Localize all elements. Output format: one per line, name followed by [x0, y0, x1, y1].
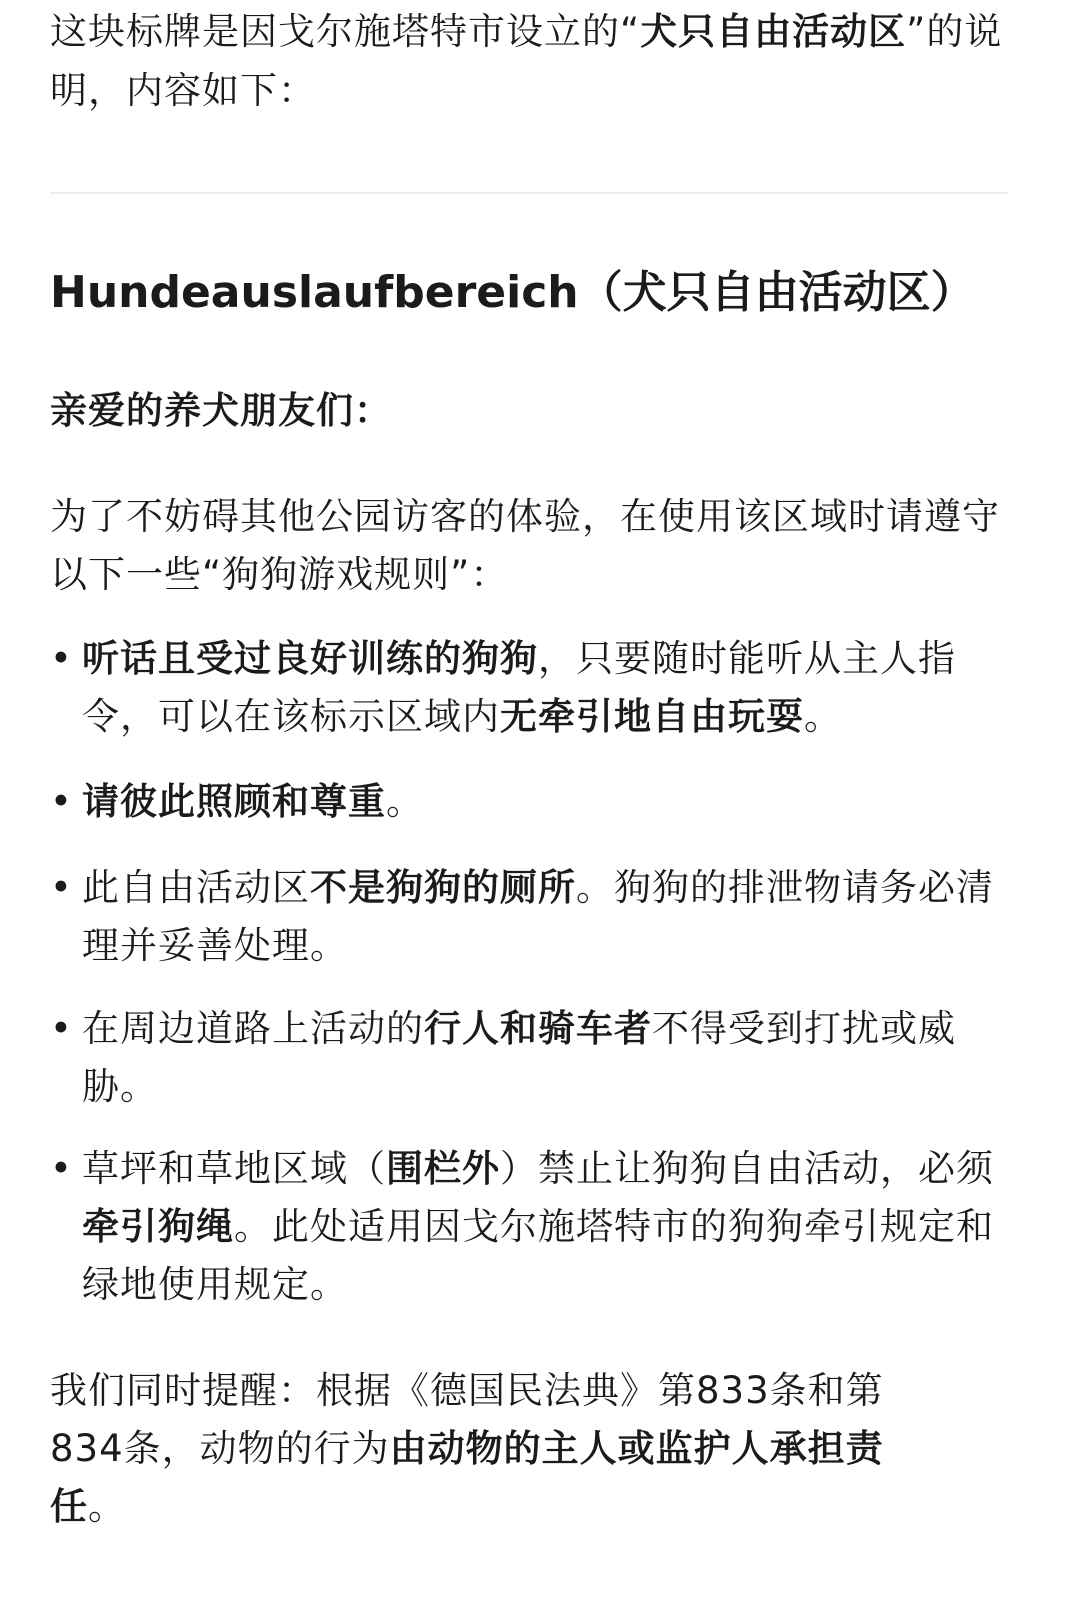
bullet-icon: • — [50, 1147, 73, 1190]
section-divider — [50, 192, 1008, 194]
rule-plain: 不得受到打扰或威胁。 — [82, 1007, 956, 1108]
rule-plain: 。 — [804, 695, 842, 738]
rule-bold: 围栏外 — [386, 1147, 500, 1190]
reminder-plain: 。 — [88, 1485, 126, 1528]
rule-text — [82, 859, 1002, 975]
rule-text — [82, 1000, 1002, 1116]
rule-text — [82, 1140, 1002, 1314]
liability-reminder — [50, 1362, 950, 1536]
rule-plain: 此自由活动区 — [82, 866, 310, 909]
intro-bold: 犬只自由活动区 — [640, 10, 907, 53]
rule-bold: 行人和骑车者 — [424, 1007, 652, 1050]
bullet-icon: • — [50, 780, 73, 823]
rule-plain: ，只要随时能听从主人指令，可以在该标示区域内 — [82, 637, 956, 738]
bullet-icon: • — [50, 866, 73, 909]
greeting: 亲爱的养犬朋友们： — [50, 389, 392, 432]
rule-text — [82, 773, 1002, 831]
rule-plain: ）禁止让狗狗自由活动，必须 — [500, 1147, 994, 1190]
reminder-plain: 我们同时提醒：根据《德国民法典》第833条和第834条，动物的行为 — [50, 1369, 884, 1470]
rule-bold: 请彼此照顾和尊重 — [82, 780, 386, 823]
rule-bold: 无牵引地自由玩耍 — [500, 695, 804, 738]
intro-paragraph — [50, 2, 1010, 120]
rule-bold: 听话且受过良好训练的狗狗 — [82, 637, 538, 680]
rule-plain: 在周边道路上活动的 — [82, 1007, 424, 1050]
rule-plain: 。此处适用因戈尔施塔特市的狗狗牵引规定和绿地使用规定。 — [82, 1205, 994, 1306]
rule-plain: 草坪和草地区域（ — [82, 1147, 386, 1190]
intro-lead: 这块标牌是因戈尔施塔特市设立的“ — [50, 10, 641, 53]
reminder-bold: 由动物的主人或监护人承担责任 — [50, 1427, 884, 1528]
bullet-icon: • — [50, 1007, 73, 1050]
rules-intro: 为了不妨碍其他公园访客的体验，在使用该区域时请遵守以下一些“狗狗游戏规则”： — [50, 495, 1000, 596]
intro-tail: ”的说明，内容如下： — [50, 10, 1003, 112]
rule-bold: 牵引狗绳 — [82, 1205, 234, 1248]
rule-text — [82, 630, 1002, 746]
rule-plain: 。狗狗的排泄物请务必清理并妥善处理。 — [82, 866, 994, 967]
rule-plain: 。 — [386, 780, 424, 823]
rule-bold: 不是狗狗的厕所 — [310, 866, 576, 909]
bullet-icon: • — [50, 637, 73, 680]
sign-heading: Hundeauslaufbereich（犬只自由活动区） — [50, 267, 975, 318]
